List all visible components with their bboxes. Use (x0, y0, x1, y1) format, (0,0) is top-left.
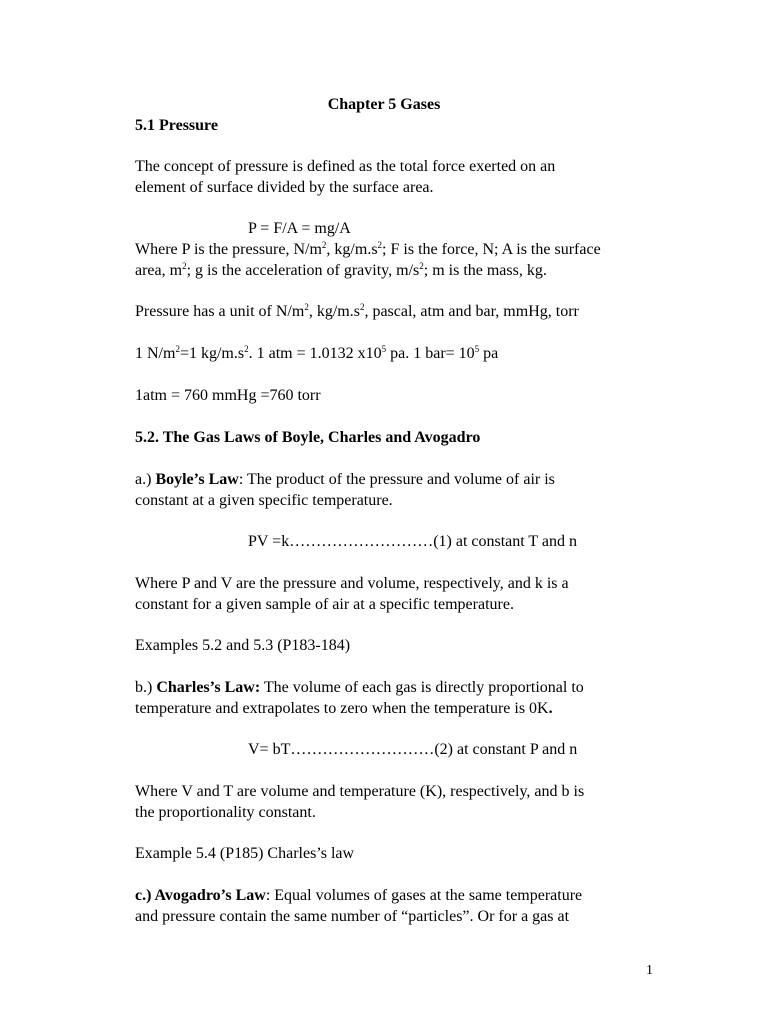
section-heading-pressure: 5.1 Pressure (135, 117, 218, 134)
boyle-law-equation: PV =k………………………(1) at constant T and n (248, 533, 578, 550)
boyle-examples-line: Examples 5.2 and 5.3 (P183-184) (135, 637, 351, 654)
boyle-law-line-1: a.) Boyle’s Law: The product of the pressure and volume of air is (135, 471, 555, 488)
charles-example-line: Example 5.4 (P185) Charles’s law (135, 845, 355, 862)
charles-where-line-1: Where V and T are volume and temperature (K), respectively, and b is (135, 783, 585, 800)
pressure-formula: P = F/A = mg/A (248, 220, 351, 237)
unit-conversion-line: 1 $N/m^2=1$ $kg/m.s^2$. 1 atm = 1.0132 $x10^5$ pa. 1 $bar= 10^5$ pa (135, 344, 499, 362)
pressure-units-line: Pressure has a unit of $N/m^2$, $kg/m.s^2$, pascal, atm and bar, mmHg, torr (135, 302, 579, 320)
chapter-title: Chapter 5 Gases (327, 96, 441, 113)
avogadro-law-line-2: and pressure contain the same number of “particles”. Or for a gas at (135, 908, 570, 925)
avogadro-law-line-1: c.) Avogadro’s Law: Equal volumes of gases at the same temperature (135, 887, 583, 904)
pressure-definition-line-1: The concept of pressure is defined as the total force exerted on an (135, 158, 556, 175)
section-heading-gas-laws: 5.2. The Gas Laws of Boyle, Charles and Avogadro (135, 429, 481, 446)
charles-law-line-1: b.) Charles’s Law: The volume of each gas is directly proportional to (135, 679, 584, 696)
boyle-where-line-2: constant for a given sample of air at a specific temperature. (135, 596, 514, 613)
page-number: 1 (646, 963, 653, 978)
boyle-where-line-1: Where P and V are the pressure and volume, respectively, and k is a (135, 575, 569, 592)
charles-law-line-2: temperature and extrapolates to zero when the temperature is 0K. (135, 700, 553, 717)
boyle-law-line-2: constant at a given specific temperature. (135, 492, 393, 509)
charles-law-equation: V= bT………………………(2) at constant P and n (248, 741, 578, 758)
charles-where-line-2: the proportionality constant. (135, 804, 316, 821)
pressure-definition-line-2: element of surface divided by the surface area. (135, 179, 434, 196)
atm-conversion-line: 1atm = 760 mmHg =760 torr (135, 387, 321, 404)
avogadro-law-name: Avogadro’s Law (154, 887, 266, 904)
pressure-where-line-2: area, $m^2$; g is the acceleration of gravity, $m/s^2$; m is the mass, kg. (135, 261, 547, 279)
charles-law-name: Charles’s Law: (156, 679, 261, 696)
pressure-where-line-1: Where P is the pressure, $N/m^2$, $kg/m.s^2$; F is the force, N; A is the surface (135, 240, 601, 258)
boyle-law-name: Boyle’s Law (155, 471, 239, 488)
